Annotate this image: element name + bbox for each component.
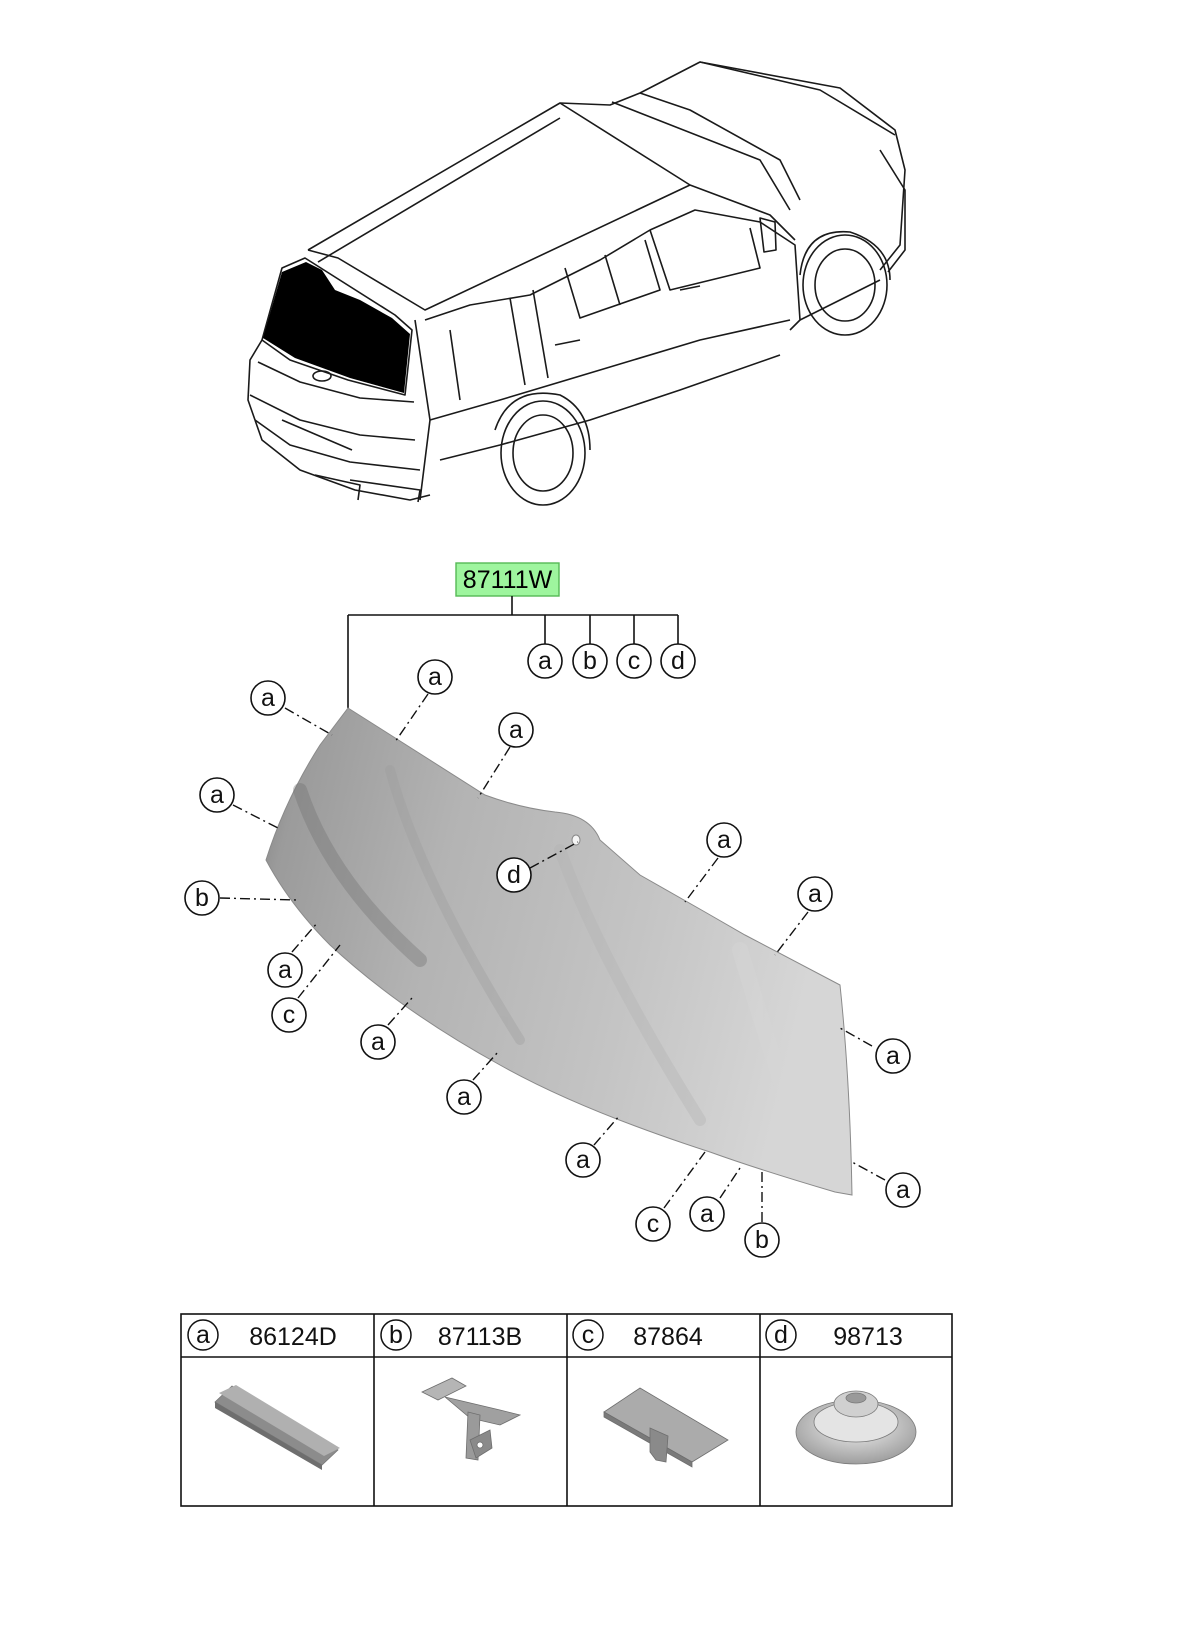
svg-text:b: b [583, 647, 597, 675]
callout-a[interactable] [566, 1143, 600, 1177]
legend-code-c: 87864 [633, 1323, 703, 1351]
callout-a[interactable] [361, 1025, 395, 1059]
svg-text:a: a [538, 647, 552, 675]
svg-text:d: d [774, 1321, 788, 1349]
svg-text:c: c [581, 1321, 595, 1349]
legend-code-b: 87113B [437, 1323, 523, 1351]
group-letter-callouts [528, 644, 695, 678]
main-part-code: 87111W [462, 566, 553, 594]
svg-text:a: a [896, 1176, 910, 1204]
group-callout-a[interactable] [528, 644, 562, 678]
group-callout-b[interactable] [573, 644, 607, 678]
svg-text:b: b [389, 1321, 403, 1349]
rear-glass-panel[interactable] [266, 708, 852, 1195]
callout-a[interactable] [707, 823, 741, 857]
svg-text:a: a [196, 1321, 210, 1349]
callout-b[interactable] [745, 1223, 779, 1257]
svg-text:a: a [457, 1083, 471, 1111]
callout-a[interactable] [876, 1039, 910, 1073]
callout-a[interactable] [499, 713, 533, 747]
legend-code-a: 86124D [249, 1323, 337, 1351]
callout-a[interactable] [690, 1197, 724, 1231]
svg-text:d: d [671, 647, 685, 675]
callout-d[interactable] [497, 858, 531, 892]
callout-a[interactable] [418, 660, 452, 694]
group-callout-c[interactable] [617, 644, 651, 678]
svg-text:a: a [261, 684, 275, 712]
callout-c[interactable] [636, 1207, 670, 1241]
rear-window-highlight [263, 262, 410, 393]
callout-a[interactable] [268, 953, 302, 987]
svg-text:a: a [278, 956, 292, 984]
svg-text:b: b [195, 884, 209, 912]
svg-text:a: a [886, 1042, 900, 1070]
svg-text:a: a [210, 781, 224, 809]
legend-table [181, 1314, 952, 1506]
svg-text:a: a [700, 1200, 714, 1228]
svg-text:c: c [627, 647, 641, 675]
callout-c[interactable] [272, 998, 306, 1032]
glass-hole [572, 835, 580, 845]
vehicle-illustration [248, 62, 905, 505]
callout-a[interactable] [200, 778, 234, 812]
svg-text:a: a [371, 1028, 385, 1056]
callout-a[interactable] [798, 877, 832, 911]
legend-code-d: 98713 [833, 1323, 903, 1351]
svg-text:a: a [576, 1146, 590, 1174]
svg-text:a: a [717, 826, 731, 854]
svg-text:a: a [509, 716, 523, 744]
callout-b[interactable] [185, 881, 219, 915]
svg-text:a: a [808, 880, 822, 908]
svg-text:b: b [755, 1226, 769, 1254]
group-callout-d[interactable] [661, 644, 695, 678]
svg-text:a: a [428, 663, 442, 691]
svg-text:c: c [646, 1210, 660, 1238]
callout-a[interactable] [251, 681, 285, 715]
svg-text:c: c [282, 1001, 296, 1029]
svg-text:d: d [507, 861, 521, 889]
callout-a[interactable] [886, 1173, 920, 1207]
callout-a[interactable] [447, 1080, 481, 1114]
